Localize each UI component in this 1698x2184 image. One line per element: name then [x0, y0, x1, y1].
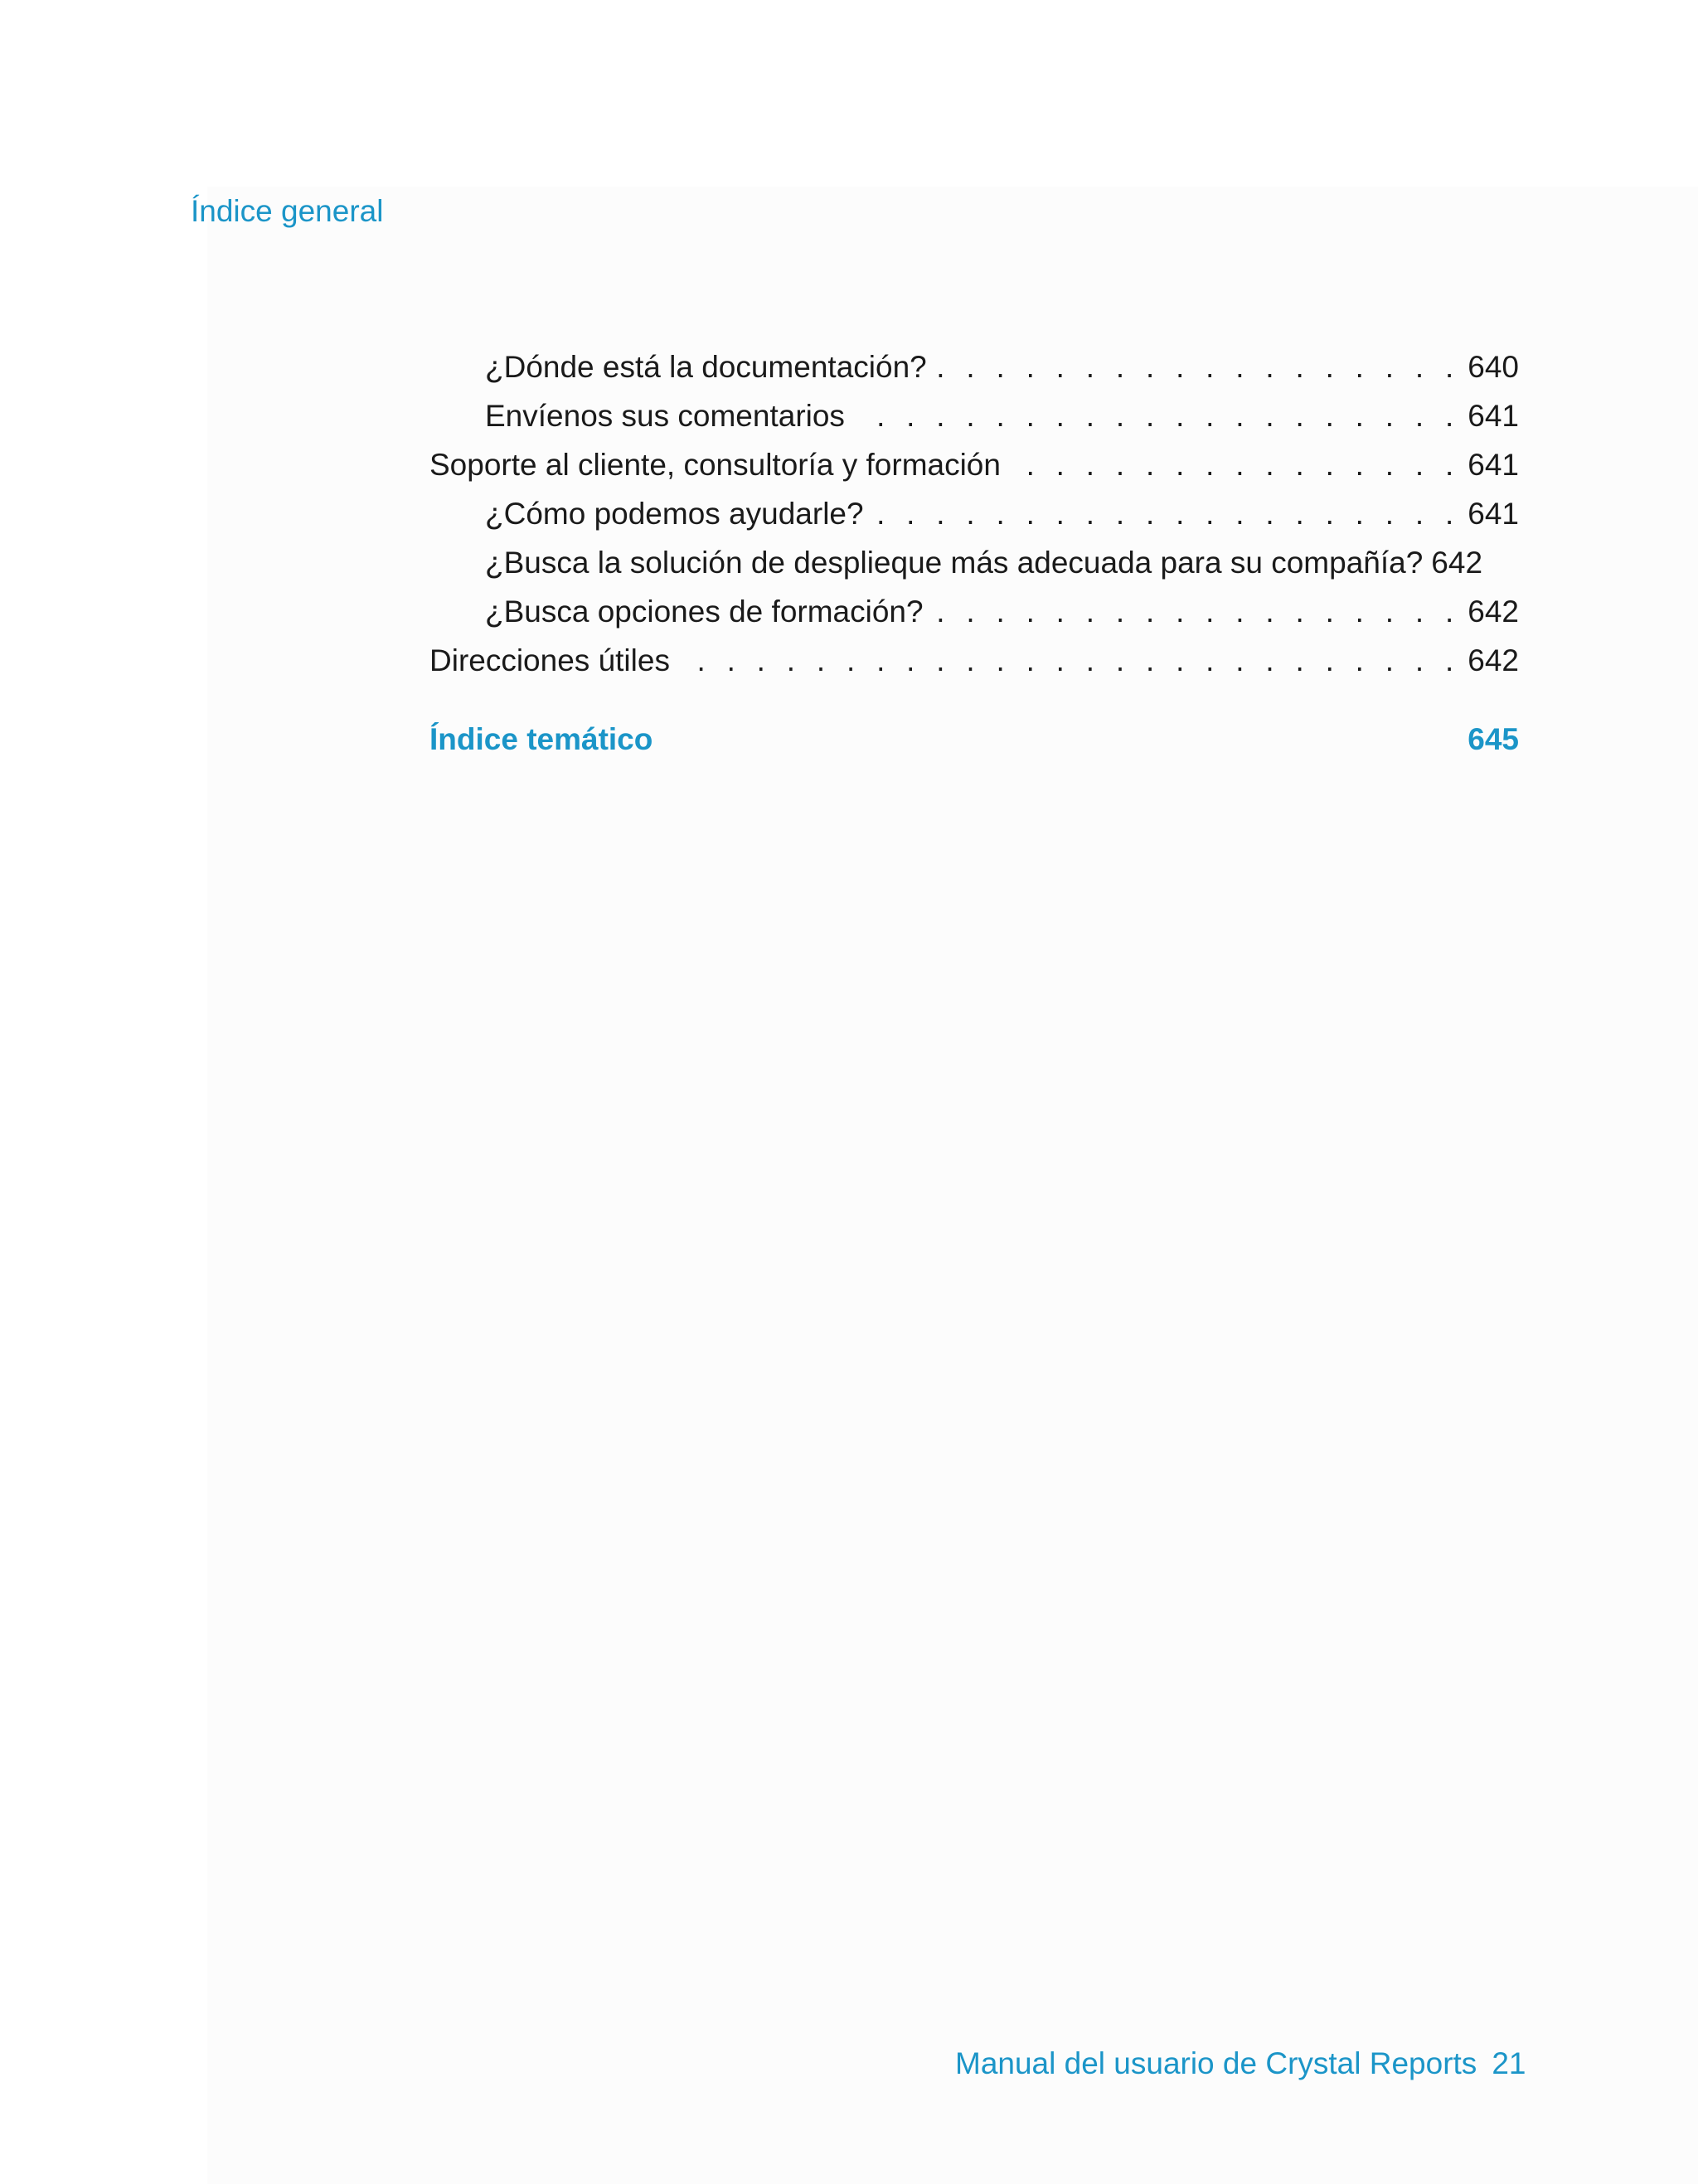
toc-entry[interactable] [429, 493, 1519, 542]
running-footer [955, 2043, 1526, 2085]
toc-entry-page: 641 [1468, 399, 1519, 433]
toc-entry-title: Soporte al cliente, consultoría y formación [429, 448, 1001, 482]
footer-book-title: Manual del usuario de Crystal Reports [955, 2046, 1477, 2080]
toc-dot-leader [1012, 444, 1454, 486]
toc-chapter-entry[interactable] [429, 719, 1519, 760]
toc-dot-leader [856, 396, 1454, 437]
toc-chapter-page: 645 [1468, 722, 1519, 756]
toc-entry-page: 642 [1468, 643, 1519, 677]
toc-entry-page: 642 [1431, 546, 1483, 580]
toc-dot-leader [939, 347, 1454, 388]
toc-entry-page: 642 [1468, 595, 1519, 629]
toc-entry-page: 641 [1468, 497, 1519, 531]
toc-entry-title: Direcciones útiles [429, 643, 670, 677]
toc-entry[interactable] [429, 591, 1519, 640]
toc-chapter-title: Índice temático [429, 722, 653, 756]
toc-dot-leader [876, 493, 1454, 535]
toc-entry-page: 640 [1468, 350, 1519, 384]
toc-dot-leader [682, 640, 1454, 682]
toc-entry-title: ¿Dónde está la documentación? [485, 350, 927, 384]
toc-entry[interactable] [429, 444, 1519, 493]
toc-entry[interactable] [429, 542, 1519, 591]
footer-page-number: 21 [1492, 2046, 1526, 2080]
toc-dot-leader [935, 591, 1454, 633]
toc-entry[interactable] [429, 347, 1519, 396]
running-header: Índice general [191, 194, 384, 228]
toc-entry-page: 641 [1468, 448, 1519, 482]
toc-entry-title: Envíenos sus comentarios [485, 399, 845, 433]
toc-entry-title: ¿Busca la solución de desplieque más adecuada para su compañía? [485, 546, 1424, 580]
toc-entry-title: ¿Busca opciones de formación? [485, 595, 924, 629]
toc-entry[interactable] [429, 396, 1519, 444]
table-of-contents [429, 347, 1519, 760]
toc-entry[interactable] [429, 640, 1519, 689]
toc-entry-title: ¿Cómo podemos ayudarle? [485, 497, 864, 531]
